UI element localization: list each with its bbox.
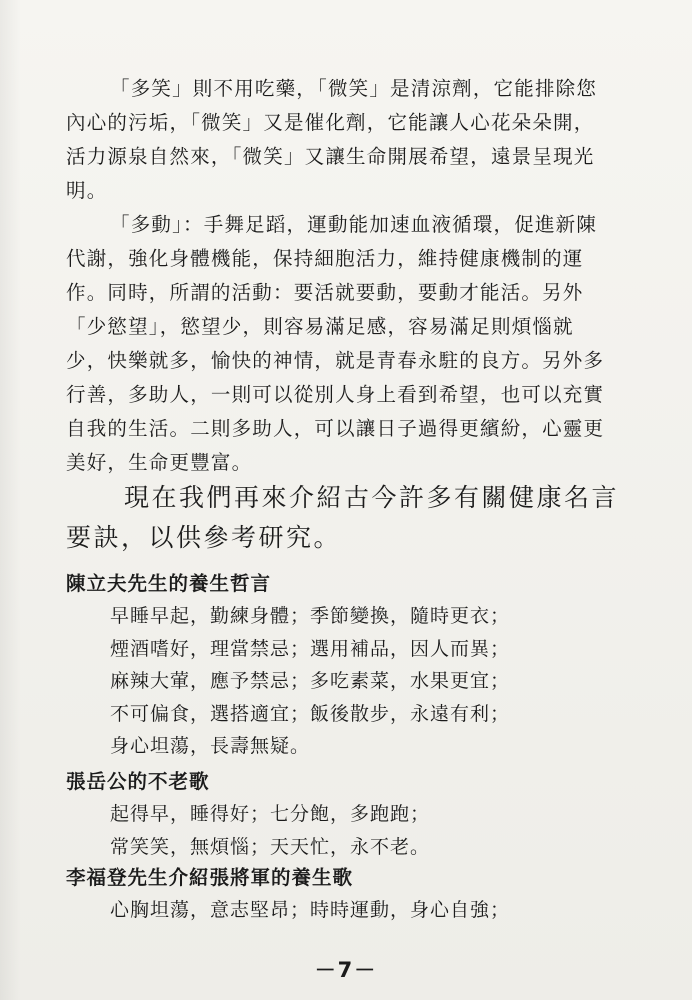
text-line: 作。同時，所謂的活動：要活就要動，要動才能活。另外 — [66, 281, 584, 304]
paragraph-exercise — [66, 208, 646, 480]
text-line: 行善，多助人，一則可以從別人身上看到希望，也可以充實 — [66, 383, 605, 406]
intro-line: 現在我們再來介紹古今許多有關健康名言 — [124, 483, 620, 512]
verse-line: 身心坦蕩，長壽無疑。 — [110, 735, 311, 757]
verse-line: 不可偏食，選搭適宜；飯後散步，永遠有利； — [110, 702, 511, 725]
verse-line: 煙酒嗜好，理當禁忌；選用補品，因人而異； — [110, 637, 511, 660]
text-line: 「多笑」則不用吃藥，「微笑」是清涼劑，它能排除您 — [110, 77, 598, 100]
verse-line: 心胸坦蕩，意志堅昂；時時運動，身心自強； — [110, 899, 511, 921]
text-line: 明。 — [66, 179, 108, 202]
text-line: 活力源泉自然來，「微笑」又讓生命開展希望，遠景呈現光 — [66, 145, 595, 168]
text-line: 內心的污垢，「微笑」又是催化劑，它能讓人心花朵朵開， — [66, 111, 595, 134]
section-heading-chen-lifu: 陳立夫先生的養生哲言 — [66, 572, 272, 595]
text-line: 自我的生活。二則多助人，可以讓日子過得更繽紛，心靈更 — [66, 417, 605, 440]
verse-line: 麻辣大葷，應予禁忌；多吃素菜，水果更宜； — [110, 670, 511, 692]
text-line: 美好，生命更豐富。 — [66, 451, 253, 474]
text-line: 「多動」：手舞足蹈，運動能加速血液循環，促進新陳 — [110, 213, 598, 236]
intro-line: 要訣，以供參考研究。 — [66, 523, 342, 552]
page-number: －7－ — [314, 958, 378, 982]
verse-li-fudeng — [110, 894, 510, 927]
text-line: 少，快樂就多，愉快的神情，就是青春永駐的良方。另外多 — [66, 349, 605, 372]
verse-line: 早睡早起，勤練身體；季節變換，隨時更衣； — [110, 605, 511, 627]
paragraph-smile — [66, 72, 646, 208]
text-line: 「少慾望」，慾望少，則容易滿足感，容易滿足則煩惱就 — [66, 315, 574, 338]
verse-zhang-yue — [110, 798, 430, 863]
text-line: 代謝，強化身體機能，保持細胞活力，維持健康機制的運 — [66, 247, 584, 270]
section-heading-li-fudeng: 李福登先生介紹張將軍的養生歌 — [66, 866, 354, 889]
section-heading-zhang-yue: 張岳公的不老歌 — [66, 770, 210, 793]
verse-line: 常笑笑，無煩惱；天天忙，永不老。 — [110, 835, 431, 858]
intro-paragraph — [66, 478, 646, 558]
verse-line: 起得早，睡得好；七分飽，多跑跑； — [110, 803, 431, 825]
verse-chen-lifu — [110, 600, 510, 763]
